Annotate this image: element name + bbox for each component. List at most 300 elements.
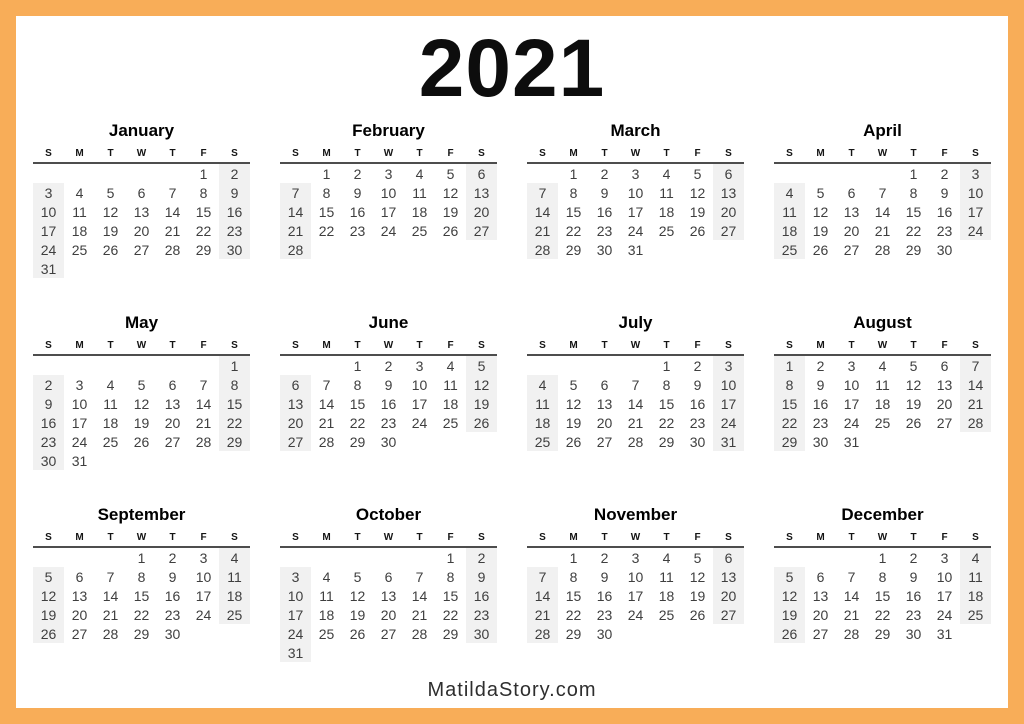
day-cell: 2 [816,357,825,374]
day-cell: 1 [446,549,455,566]
day-cell: 14 [102,587,119,604]
empty-cell [620,624,651,643]
day-cell: 30 [596,241,613,258]
empty-cell [64,547,95,567]
month-title: January [108,121,175,140]
day-cell: 8 [322,184,331,201]
day-cell: 12 [349,587,366,604]
month-may [33,312,250,473]
day-cell: 8 [569,568,578,585]
day-cell: 19 [565,414,582,431]
day-cell: 21 [195,414,212,431]
empty-cell [33,355,64,375]
day-header: T [589,337,620,355]
month-november [527,504,744,665]
week-row [280,643,497,662]
empty-cell [867,432,898,451]
day-cell: 28 [164,241,181,258]
day-header: M [558,145,589,163]
day-cell: 21 [527,605,558,624]
week-row [774,355,991,375]
day-header: T [589,145,620,163]
day-cell: 25 [527,432,558,451]
week-row [527,202,744,221]
empty-cell [311,355,342,375]
day-cell: 6 [816,568,825,585]
day-header: T [898,337,929,355]
day-cell: 18 [102,414,119,431]
week-row [33,413,250,432]
day-cell: 12 [812,203,829,220]
day-cell: 18 [318,606,335,623]
week-row [527,624,744,643]
footer-brand: MatildaStory.com [427,679,597,701]
day-cell: 19 [442,203,459,220]
day-cell: 11 [774,202,805,221]
day-cell: 23 [905,606,922,623]
week-row [527,547,744,567]
day-cell: 29 [874,625,891,642]
day-cell: 26 [774,624,805,643]
day-cell: 8 [353,376,362,393]
day-header: S [527,145,558,163]
day-cell: 19 [349,606,366,623]
day-cell: 16 [164,587,181,604]
day-cell: 7 [322,376,331,393]
day-cell: 23 [33,432,64,451]
day-cell: 10 [627,184,644,201]
day-cell: 10 [380,184,397,201]
day-header: F [682,145,713,163]
day-cell: 19 [102,222,119,239]
day-cell: 26 [442,222,459,239]
day-cell: 1 [909,165,918,182]
day-header: S [280,529,311,547]
day-header: T [898,529,929,547]
week-row [527,221,744,240]
day-cell: 27 [843,241,860,258]
day-cell: 3 [631,549,640,566]
empty-cell [188,624,219,643]
week-row [280,605,497,624]
empty-cell [960,432,991,451]
day-cell: 16 [349,203,366,220]
day-cell: 13 [596,395,613,412]
empty-cell [219,259,250,278]
day-header: T [651,337,682,355]
day-cell: 22 [349,414,366,431]
day-cell: 20 [71,606,88,623]
empty-cell [960,240,991,259]
day-cell: 24 [627,606,644,623]
month-title: February [352,121,425,140]
day-header: S [280,145,311,163]
day-cell: 23 [466,605,497,624]
day-cell: 31 [627,241,644,258]
day-cell: 8 [878,568,887,585]
day-cell: 17 [195,587,212,604]
week-row [527,394,744,413]
empty-cell [589,355,620,375]
day-cell: 9 [353,184,362,201]
empty-cell [620,355,651,375]
day-header: W [867,145,898,163]
day-cell: 23 [380,414,397,431]
day-cell: 13 [380,587,397,604]
day-header: T [404,529,435,547]
day-cell: 7 [168,184,177,201]
day-cell: 24 [960,221,991,240]
day-cell: 30 [33,451,64,470]
day-cell: 4 [75,184,84,201]
day-cell: 28 [627,433,644,450]
day-cell: 16 [380,395,397,412]
day-header: F [188,529,219,547]
day-cell: 13 [280,394,311,413]
day-cell: 10 [71,395,88,412]
day-header: T [157,529,188,547]
day-cell: 11 [412,184,427,201]
day-cell: 1 [199,165,208,182]
day-cell: 24 [33,240,64,259]
day-cell: 17 [627,203,644,220]
day-cell: 15 [349,395,366,412]
day-cell: 17 [380,203,397,220]
empty-cell [311,643,342,662]
day-cell: 25 [442,414,459,431]
week-row [33,432,250,451]
day-cell: 8 [909,184,918,201]
day-cell: 21 [280,221,311,240]
day-cell: 22 [442,606,459,623]
day-cell: 11 [659,568,674,585]
week-row [527,355,744,375]
day-cell: 5 [137,376,146,393]
day-cell: 25 [411,222,428,239]
day-cell: 2 [168,549,177,566]
day-cell: 27 [596,433,613,450]
empty-cell [805,547,836,567]
day-cell: 14 [874,203,891,220]
day-cell: 22 [195,222,212,239]
day-header: S [466,529,497,547]
day-cell: 13 [812,587,829,604]
day-cell: 22 [133,606,150,623]
week-row [33,202,250,221]
empty-cell [774,163,805,183]
empty-cell [867,163,898,183]
month-february [280,120,497,281]
empty-cell [836,547,867,567]
day-cell: 22 [318,222,335,239]
day-cell: 9 [940,184,949,201]
empty-cell [280,163,311,183]
day-cell: 5 [466,355,497,375]
week-row [527,413,744,432]
day-cell: 14 [843,587,860,604]
day-cell: 21 [527,221,558,240]
empty-cell [95,163,126,183]
day-cell: 11 [103,395,118,412]
empty-cell [126,355,157,375]
month-title: May [124,313,159,332]
empty-cell [311,240,342,259]
day-cell: 18 [658,203,675,220]
year-title: 2021 [418,23,606,114]
day-cell: 22 [658,414,675,431]
day-header: F [929,337,960,355]
day-header: S [774,145,805,163]
day-cell: 3 [384,165,393,182]
week-row [280,240,497,259]
week-row [280,624,497,643]
day-cell: 20 [936,395,953,412]
day-cell: 25 [102,433,119,450]
month-table [774,337,991,451]
day-header: T [651,529,682,547]
day-cell: 5 [33,567,64,586]
empty-cell [188,259,219,278]
day-cell: 19 [774,605,805,624]
day-header: S [219,337,250,355]
day-header: M [805,145,836,163]
day-cell: 3 [75,376,84,393]
empty-cell [805,163,836,183]
day-cell: 10 [936,568,953,585]
day-header: T [157,145,188,163]
day-header: S [33,529,64,547]
day-cell: 4 [106,376,115,393]
day-cell: 2 [909,549,918,566]
week-row [527,567,744,586]
day-cell: 26 [349,625,366,642]
day-cell: 1 [219,355,250,375]
day-header: T [342,145,373,163]
day-cell: 23 [596,222,613,239]
day-cell: 31 [843,433,860,450]
day-cell: 9 [168,568,177,585]
day-cell: 10 [960,183,991,202]
day-cell: 17 [33,221,64,240]
empty-cell [157,259,188,278]
day-cell: 30 [596,625,613,642]
day-cell: 17 [960,202,991,221]
day-cell: 6 [75,568,84,585]
day-cell: 5 [569,376,578,393]
day-cell: 22 [905,222,922,239]
day-cell: 1 [878,549,887,566]
empty-cell [774,547,805,567]
day-cell: 3 [33,183,64,202]
day-cell: 18 [442,395,459,412]
empty-cell [527,355,558,375]
day-cell: 16 [596,203,613,220]
empty-cell [219,624,250,643]
month-april [774,120,991,281]
day-cell: 11 [960,567,991,586]
empty-cell [558,355,589,375]
day-header: F [188,337,219,355]
day-cell: 4 [527,375,558,394]
day-cell: 15 [318,203,335,220]
day-cell: 19 [466,394,497,413]
day-cell: 10 [627,568,644,585]
day-cell: 20 [133,222,150,239]
day-header: F [682,337,713,355]
day-cell: 8 [137,568,146,585]
day-cell: 2 [600,165,609,182]
day-header: S [219,529,250,547]
week-row [280,567,497,586]
day-cell: 15 [442,587,459,604]
empty-cell [929,432,960,451]
week-row [280,586,497,605]
day-cell: 17 [713,394,744,413]
week-row [774,624,991,643]
day-cell: 31 [280,643,311,662]
day-cell: 9 [384,376,393,393]
empty-cell [713,240,744,259]
day-cell: 12 [905,376,922,393]
day-cell: 7 [847,568,856,585]
week-row [527,183,744,202]
empty-cell [466,432,497,451]
day-cell: 23 [936,222,953,239]
day-header: W [373,145,404,163]
day-cell: 5 [446,165,455,182]
week-row [774,605,991,624]
month-title: July [618,313,653,332]
month-title: December [841,505,924,524]
day-cell: 17 [936,587,953,604]
day-header: F [929,529,960,547]
empty-cell [157,355,188,375]
day-cell: 4 [960,547,991,567]
day-cell: 23 [219,221,250,240]
day-cell: 14 [527,202,558,221]
day-cell: 28 [527,240,558,259]
day-header: S [713,337,744,355]
day-cell: 3 [847,357,856,374]
day-cell: 21 [164,222,181,239]
day-header: S [960,145,991,163]
day-header: F [435,337,466,355]
day-cell: 29 [565,625,582,642]
day-cell: 31 [33,259,64,278]
month-august [774,312,991,473]
month-october [280,504,497,665]
day-cell: 30 [219,240,250,259]
empty-cell [126,163,157,183]
day-cell: 18 [774,221,805,240]
day-cell: 9 [693,376,702,393]
day-header: S [527,337,558,355]
empty-cell [404,643,435,662]
empty-cell [682,240,713,259]
day-cell: 7 [199,376,208,393]
week-row [774,240,991,259]
day-header: F [929,145,960,163]
day-cell: 13 [713,567,744,586]
day-cell: 25 [658,606,675,623]
empty-cell [95,259,126,278]
month-title: April [863,121,902,140]
day-header: T [95,145,126,163]
day-cell: 9 [816,376,825,393]
week-row [33,605,250,624]
day-header: S [466,337,497,355]
day-cell: 7 [527,183,558,202]
month-table [33,337,250,470]
day-cell: 1 [353,357,362,374]
day-cell: 14 [318,395,335,412]
day-cell: 7 [527,567,558,586]
day-header: W [126,145,157,163]
week-row [33,163,250,183]
day-cell: 10 [195,568,212,585]
day-header: W [620,145,651,163]
day-cell: 29 [565,241,582,258]
day-cell: 25 [71,241,88,258]
day-cell: 27 [713,221,744,240]
week-row [33,183,250,202]
empty-cell [64,259,95,278]
week-row [280,355,497,375]
empty-cell [960,624,991,643]
day-cell: 16 [33,413,64,432]
day-cell: 12 [466,375,497,394]
week-row [280,432,497,451]
day-cell: 15 [219,394,250,413]
day-cell: 13 [936,376,953,393]
month-table [280,337,497,451]
empty-cell [342,547,373,567]
day-cell: 22 [219,413,250,432]
day-cell: 11 [527,394,558,413]
week-row [280,375,497,394]
day-cell: 15 [874,587,891,604]
day-header: T [95,529,126,547]
day-cell: 30 [689,433,706,450]
day-cell: 5 [909,357,918,374]
day-header: T [898,145,929,163]
empty-cell [435,240,466,259]
day-header: M [64,145,95,163]
week-row [527,605,744,624]
day-cell: 30 [466,624,497,643]
day-cell: 10 [411,376,428,393]
day-cell: 23 [689,414,706,431]
empty-cell [466,240,497,259]
month-title: March [610,121,661,140]
month-december [774,504,991,665]
day-header: S [774,337,805,355]
day-cell: 28 [102,625,119,642]
day-header: S [713,529,744,547]
month-table [774,529,991,643]
day-cell: 16 [812,395,829,412]
day-cell: 27 [812,625,829,642]
day-cell: 24 [71,433,88,450]
week-row [527,375,744,394]
day-cell: 8 [219,375,250,394]
day-header: S [219,145,250,163]
empty-cell [280,547,311,567]
week-row [33,394,250,413]
day-cell: 22 [565,222,582,239]
day-cell: 29 [442,625,459,642]
day-header: W [620,337,651,355]
